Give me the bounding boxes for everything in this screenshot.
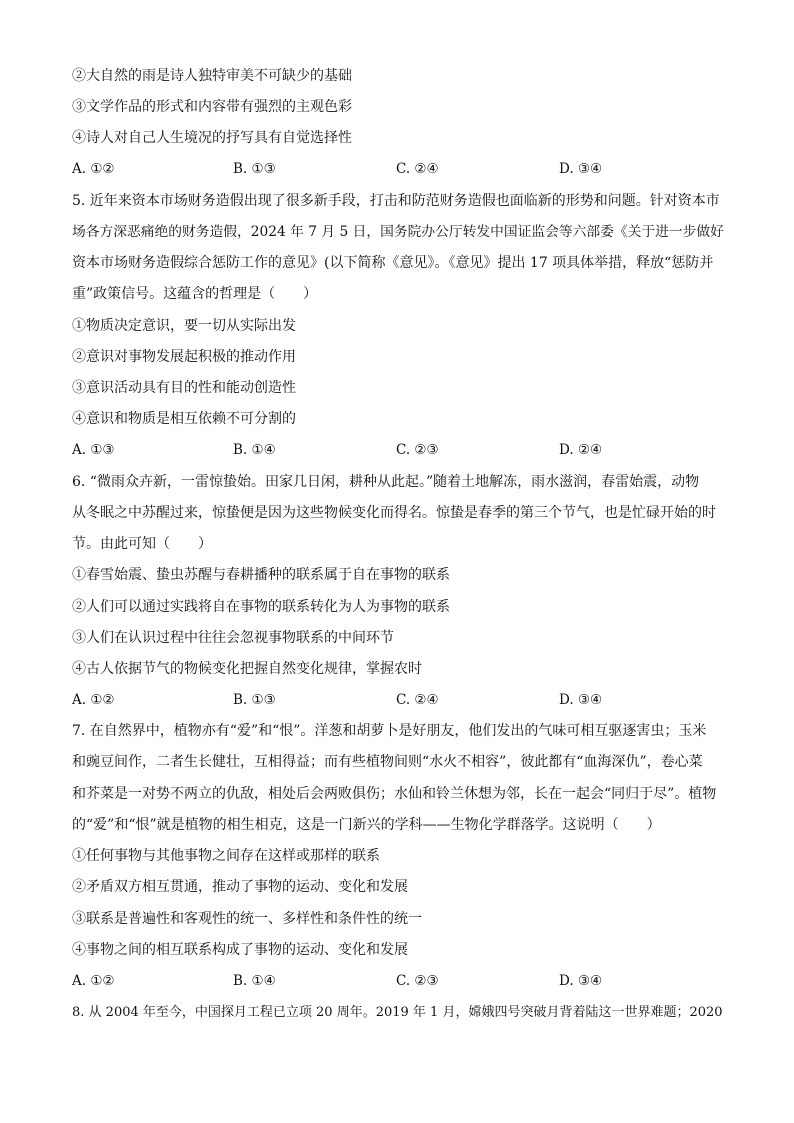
q4-choice-a: A. ①②: [72, 161, 115, 177]
q4-choice-c: C. ②④: [396, 161, 439, 177]
q5-choice-b: B. ①④: [233, 442, 276, 458]
q7-stem-line-2: 和豌豆间作，二者生长健壮，互相得益；而有些植物间则“水火不相容”，彼此都有“血海深仇”，卷心菜: [72, 754, 703, 770]
q4-option-2: ②大自然的雨是诗人独特审美不可缺少的基础: [72, 68, 352, 84]
q7-choice-c: C. ②③: [396, 973, 439, 989]
q6-choice-d: D. ③④: [559, 692, 603, 708]
q5-choice-c: C. ②③: [396, 442, 439, 458]
q5-stem-line-4: 重”政策信号。这蕴含的哲理是（ ）: [72, 286, 318, 302]
q6-option-3: ③人们在认识过程中往往会忽视事物联系的中间环节: [72, 630, 394, 646]
q5-stem-line-2: 场各方深恶痛绝的财务造假，2024 年 7 月 5 日，国务院办公厅转发中国证监会等六部委《关于进一步做好: [72, 224, 724, 240]
q7-choices: [72, 971, 732, 991]
q5-option-3: ③意识活动具有目的性和能动创造性: [72, 380, 296, 396]
q4-choice-b: B. ①③: [233, 161, 276, 177]
q7-option-2: ②矛盾双方相互贯通，推动了事物的运动、变化和发展: [72, 879, 408, 895]
q5-option-1: ①物质决定意识，要一切从实际出发: [72, 318, 296, 334]
q6-option-4: ④古人依据节气的物候变化把握自然变化规律，掌握农时: [72, 661, 422, 677]
q7-option-4: ④事物之间的相互联系构成了事物的运动、变化和发展: [72, 942, 408, 958]
q6-choice-c: C. ②④: [396, 692, 439, 708]
q7-stem-line-3: 和芥菜是一对势不两立的仇敌，相处后会两败俱伤；水仙和铃兰休想为邻，长在一起会“同归于尽”。植物: [72, 786, 717, 802]
q6-option-2: ②人们可以通过实践将自在事物的联系转化为人为事物的联系: [72, 599, 450, 615]
q6-stem-line-3: 节。由此可知（ ）: [72, 536, 212, 552]
q8-stem-line-1: 8. 从 2004 年至今，中国探月工程已立项 20 周年。2019 年 1 月，嫦娥四号突破月背着陆这一世界难题；2020: [72, 1005, 723, 1020]
q6-stem-line-2: 从冬眠之中苏醒过来，惊蛰便是因为这些物候变化而得名。惊蛰是春季的第三个节气，也是忙碌开始的时: [72, 505, 716, 521]
q5-option-2: ②意识对事物发展起积极的推动作用: [72, 349, 296, 365]
q7-stem-line-1: 7. 在自然界中，植物亦有“爱”和“恨”。洋葱和胡萝卜是好朋友，他们发出的气味可相互驱逐害虫；玉米: [72, 723, 707, 739]
q6-choices: [72, 690, 732, 710]
q7-choice-a: A. ①②: [72, 973, 115, 989]
q6-option-1: ①春雪始震、蛰虫苏醒与春耕播种的联系属于自在事物的联系: [72, 567, 450, 583]
q5-stem-line-1: 5. 近年来资本市场财务造假出现了很多新手段，打击和防范财务造假也面临新的形势和问题。针对资本市: [72, 193, 720, 209]
q5-stem-line-3: 资本市场财务造假综合惩防工作的意见》(以下简称《意见》。《意见》提出 17 项具体举措，释放“惩防并: [72, 255, 714, 271]
q4-option-3: ③文学作品的形式和内容带有强烈的主观色彩: [72, 99, 352, 115]
q4-choices: [72, 159, 732, 179]
q5-choice-a: A. ①③: [72, 442, 115, 458]
q6-choice-a: A. ①②: [72, 692, 115, 708]
q7-option-1: ①任何事物与其他事物之间存在这样或那样的联系: [72, 848, 380, 864]
q7-choice-d: D. ③④: [559, 973, 603, 989]
q6-choice-b: B. ①③: [233, 692, 276, 708]
q4-option-4: ④诗人对自己人生境况的抒写具有自觉选择性: [72, 130, 352, 146]
q5-choice-d: D. ②④: [559, 442, 603, 458]
q7-choice-b: B. ①④: [233, 973, 276, 989]
q7-stem-line-4: 的“爱”和“恨”就是植物的相生相克，这是一门新兴的学科——生物化学群落学。这说明（ ）: [72, 817, 661, 833]
q6-stem-line-1: 6. “微雨众卉新，一雷惊蛰始。田家几日闲，耕种从此起。”随着土地解冻，雨水滋润，春雷始震，动物: [72, 474, 700, 490]
q4-choice-d: D. ③④: [559, 161, 603, 177]
q5-choices: [72, 440, 732, 460]
q5-option-4: ④意识和物质是相互依赖不可分割的: [72, 411, 296, 427]
q7-option-3: ③联系是普遍性和客观性的统一、多样性和条件性的统一: [72, 911, 422, 927]
